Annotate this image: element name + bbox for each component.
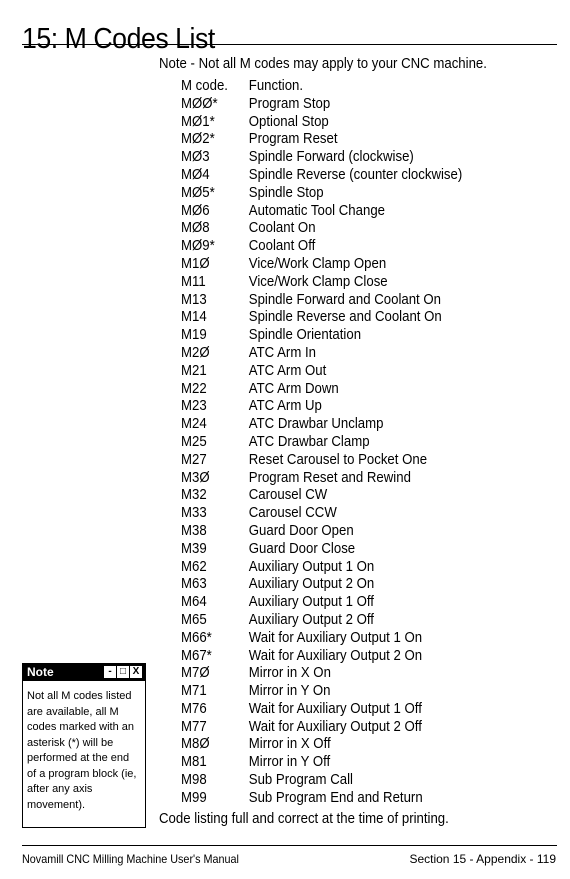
m-code: M62 (181, 557, 207, 575)
m-code: M27 (181, 450, 207, 468)
m-code-function: Wait for Auxiliary Output 2 Off (248, 717, 422, 735)
m-code: M33 (181, 504, 207, 522)
m-code-function: Automatic Tool Change (248, 201, 386, 219)
m-code: M14 (181, 308, 207, 326)
header-function: Function. (248, 77, 304, 94)
title-rule (22, 44, 557, 45)
m-code: M21 (181, 361, 207, 379)
manual-title: Novamill CNC Milling Machine User's Manual (22, 852, 239, 866)
m-code: M19 (181, 326, 207, 344)
m-code: M38 (181, 521, 207, 539)
m-code: M39 (181, 539, 207, 557)
m-code-function: ATC Arm In (248, 343, 316, 361)
m-code-function: Auxiliary Output 1 Off (248, 593, 374, 611)
m-code: M65 (181, 610, 207, 628)
m-code: MØ5* (181, 183, 215, 201)
m-code: MØ6 (181, 201, 210, 219)
m-code-function: Coolant On (248, 219, 316, 237)
m-code-function: Auxiliary Output 2 On (248, 575, 375, 593)
m-code-function: Reset Carousel to Pocket One (248, 450, 428, 468)
m-code: M99 (181, 788, 207, 806)
m-code: M76 (181, 699, 207, 717)
m-code: M3Ø (181, 468, 210, 486)
m-code-function: Spindle Forward and Coolant On (248, 290, 442, 308)
note-box-title: Note (27, 665, 54, 679)
m-code-function: Wait for Auxiliary Output 1 On (248, 628, 423, 646)
footer-rule (22, 845, 557, 846)
note-box (22, 663, 146, 828)
page-title: 15: M Codes List (22, 23, 215, 56)
m-code-function: Sub Program End and Return (248, 788, 423, 806)
header-code: M code. (181, 77, 228, 94)
m-code-function: ATC Arm Out (248, 361, 327, 379)
m-code-function: Spindle Forward (clockwise) (248, 148, 414, 166)
m-code-function: Guard Door Close (248, 539, 356, 557)
m-code-function: Mirror in Y On (248, 682, 331, 700)
m-code-function: Mirror in Y Off (248, 753, 331, 771)
m-code: M98 (181, 771, 207, 789)
m-code: M1Ø (181, 254, 210, 272)
m-code: MØ1* (181, 112, 215, 130)
note-box-header (23, 664, 145, 681)
m-code: M66* (181, 628, 212, 646)
m-code: M2Ø (181, 343, 210, 361)
m-code-function: Spindle Stop (248, 183, 324, 201)
m-code-function: Spindle Reverse (counter clockwise) (248, 165, 463, 183)
m-code: M32 (181, 486, 207, 504)
minimize-icon: - (104, 666, 116, 678)
m-code-function: Carousel CW (248, 486, 328, 504)
m-code-function: Program Stop (248, 94, 331, 112)
footer-note: Code listing full and correct at the time of printing. (159, 810, 449, 827)
m-code-function: Auxiliary Output 2 Off (248, 610, 374, 628)
m-code: M64 (181, 593, 207, 611)
m-code-function: ATC Drawbar Clamp (248, 432, 370, 450)
m-code: MØØ* (181, 94, 218, 112)
m-code: M81 (181, 753, 207, 771)
m-code-function: Optional Stop (248, 112, 329, 130)
m-code: MØ9* (181, 237, 215, 255)
m-code-function: Mirror in X On (248, 664, 331, 682)
applicability-note: Note - Not all M codes may apply to your CNC machine. (159, 55, 487, 72)
m-code-function: Auxiliary Output 1 On (248, 557, 375, 575)
m-code-function: ATC Arm Down (248, 379, 339, 397)
m-code-function: Mirror in X Off (248, 735, 331, 753)
m-code-function: Program Reset and Rewind (248, 468, 411, 486)
m-code: M22 (181, 379, 207, 397)
m-code-function: Spindle Orientation (248, 326, 362, 344)
m-code: M8Ø (181, 735, 210, 753)
m-code: MØ4 (181, 165, 210, 183)
m-code: MØ8 (181, 219, 210, 237)
m-code: M23 (181, 397, 207, 415)
page-number: Section 15 - Appendix - 119 (409, 852, 556, 866)
m-code-function: Sub Program Call (248, 771, 353, 789)
m-code-function: Wait for Auxiliary Output 2 On (248, 646, 423, 664)
m-code: M77 (181, 717, 207, 735)
m-code: M67* (181, 646, 212, 664)
m-code: MØ3 (181, 148, 210, 166)
m-code: M25 (181, 432, 207, 450)
m-code-function: Vice/Work Clamp Open (248, 254, 387, 272)
m-code: M7Ø (181, 664, 210, 682)
note-box-text: Not all M codes listed are available, all M codes marked with an asterisk (*) will be performed at the end of a program block (ie, after any axis movement). (27, 690, 137, 811)
m-code-function: ATC Arm Up (248, 397, 322, 415)
m-code: M11 (181, 272, 206, 290)
m-code: M24 (181, 415, 207, 433)
restore-icon: □ (117, 666, 129, 678)
m-code-function: Coolant Off (248, 237, 316, 255)
m-code-function: Program Reset (248, 130, 338, 148)
m-code-function: Guard Door Open (248, 521, 354, 539)
m-code: MØ2* (181, 130, 215, 148)
m-code: M63 (181, 575, 207, 593)
note-box-controls (104, 666, 142, 678)
m-code-function: Wait for Auxiliary Output 1 Off (248, 699, 422, 717)
m-code-function: ATC Drawbar Unclamp (248, 415, 384, 433)
close-icon: X (130, 666, 142, 678)
m-code: M71 (181, 682, 207, 700)
m-code-function: Carousel CCW (248, 504, 337, 522)
m-code: M13 (181, 290, 207, 308)
m-code-function: Vice/Work Clamp Close (248, 272, 388, 290)
m-code-function: Spindle Reverse and Coolant On (248, 308, 442, 326)
